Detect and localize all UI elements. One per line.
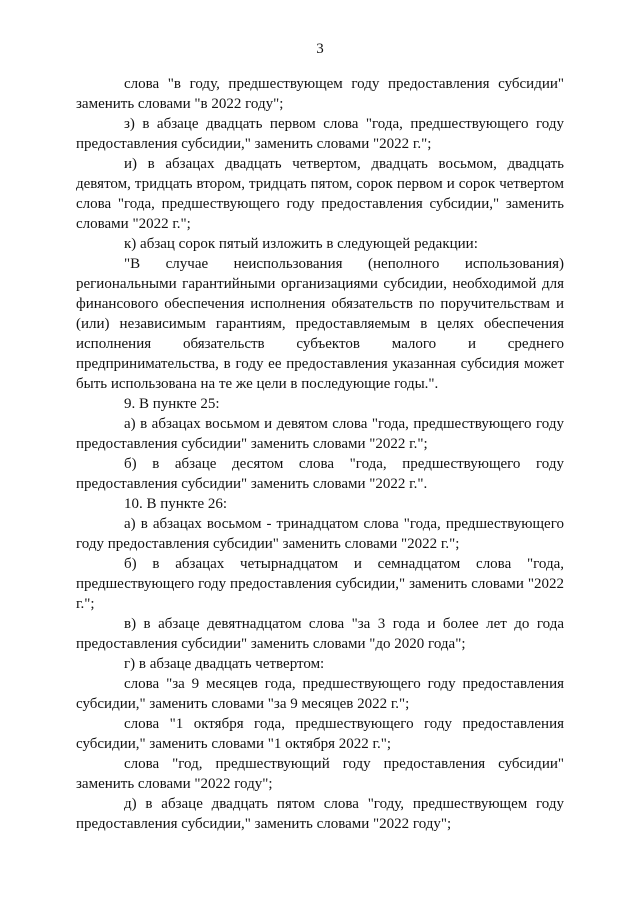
paragraph: и) в абзацах двадцать четвертом, двадцать восьмом, двадцать девятом, тридцать втором, тридцать пятом, сорок первом и сорок четвертом слова "года, предшествующего году предоставления субсидии," заменить словами "2022 г."; bbox=[76, 156, 564, 232]
paragraph: слова "в году, предшествующем году предоставления субсидии" заменить словами "в 2022 году"; bbox=[76, 76, 564, 112]
paragraph: б) в абзацах четырнадцатом и семнадцатом слова "года, предшествующего году предоставления субсидии," заменить словами "2022 г."; bbox=[76, 556, 564, 612]
paragraph: а) в абзацах восьмом - тринадцатом слова "года, предшествующего году предоставления субсидии" заменить словами "2022 г."; bbox=[76, 516, 564, 552]
paragraph: д) в абзаце двадцать пятом слова "году, предшествующем году предоставления субсидии," заменить словами "2022 году"; bbox=[76, 796, 564, 832]
paragraph: слова "за 9 месяцев года, предшествующего году предоставления субсидии," заменить словами "за 9 месяцев 2022 г."; bbox=[76, 676, 564, 712]
page-number: 3 bbox=[316, 41, 324, 57]
paragraph: слова "1 октября года, предшествующего году предоставления субсидии," заменить словами "1 октября 2022 г."; bbox=[76, 716, 564, 752]
paragraph: 10. В пункте 26: bbox=[124, 496, 228, 512]
paragraph: к) абзац сорок пятый изложить в следующей редакции: bbox=[124, 236, 478, 252]
paragraph: "В случае неиспользования (неполного использования) региональными гарантийными организациями субсидии, необходимой для финансового обеспечения исполнения обязательств по поручительствам и (или) независимым гарантиям, предоставляемым в целях обеспечения исполнения обязательств субъектов малого и среднего предпринимательства, в году ее предоставления указанная субсидия может быть использована на те же цели в последующие годы.". bbox=[76, 256, 564, 392]
document-body bbox=[76, 74, 564, 834]
paragraph: з) в абзаце двадцать первом слова "года, предшествующего году предоставления субсидии," заменить словами "2022 г."; bbox=[76, 116, 564, 152]
paragraph: г) в абзаце двадцать четвертом: bbox=[124, 656, 325, 672]
paragraph: в) в абзаце девятнадцатом слова "за 3 года и более лет до года предоставления субсидии" заменить словами "до 2020 года"; bbox=[76, 616, 564, 652]
paragraph: б) в абзаце десятом слова "года, предшествующего году предоставления субсидии" заменить словами "2022 г.". bbox=[76, 456, 564, 492]
paragraph: слова "год, предшествующий году предоставления субсидии" заменить словами "2022 году"; bbox=[76, 756, 564, 792]
paragraph: 9. В пункте 25: bbox=[124, 396, 220, 412]
paragraph: а) в абзацах восьмом и девятом слова "года, предшествующего году предоставления субсидии" заменить словами "2022 г."; bbox=[76, 416, 564, 452]
